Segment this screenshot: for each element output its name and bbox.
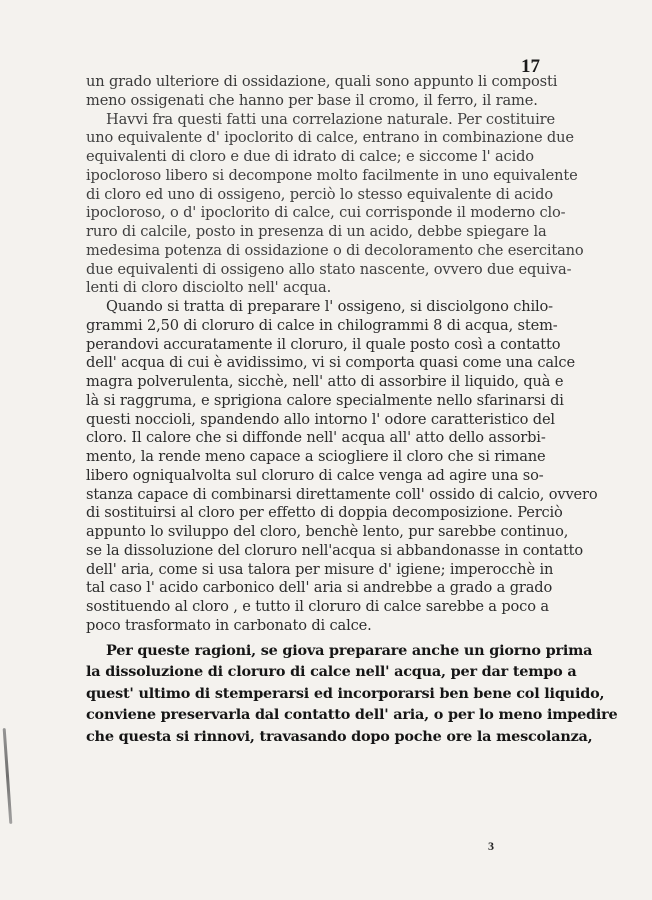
text-line: mento, la rende meno capace a sciogliere il cloro che si rimane (86, 448, 546, 465)
text-line: sostituendo al cloro , e tutto il cloruro di calce sarebbe a poco a (86, 598, 549, 615)
text-line: di sostituirsi al cloro per effetto di doppia decomposizione. Perciò (86, 504, 563, 522)
text-line: due equivalenti di ossigeno allo stato nascente, ovvero due equiva- (86, 260, 572, 278)
text-line: Per queste ragioni, se giova preparare anche un giorno prima (106, 641, 593, 659)
text-line: la dissoluzione di cloruro di calce nell' acqua, per dar tempo a (86, 663, 577, 680)
text-line: lenti di cloro disciolto nell' acqua. (86, 279, 332, 297)
text-line: là si raggruma, e sprigiona calore specialmente nello sfarinarsi di (86, 391, 564, 409)
text-line: dell' acqua di cui è avidissimo, vi si comporta quasi come una calce (86, 354, 575, 372)
page-number: 17 (521, 56, 540, 77)
text-line: questi noccioli, spandendo allo intorno l' odore caratteristico del (86, 410, 555, 428)
text-line: cloro. Il calore che si diffonde nell' acqua all' atto dello assorbi- (86, 429, 546, 447)
text-line: magra polverulenta, sicchè, nell' atto di assorbire il liquido, quà e (86, 373, 564, 390)
text-line: tal caso l' acido carbonico dell' aria si andrebbe a grado a grado (86, 579, 553, 597)
text-line: ruro di calcile, posto in presenza di un acido, debbe spiegare la (86, 223, 547, 240)
body-text (86, 73, 618, 747)
text-line: conviene preservarla dal contatto dell' aria, o per lo meno impedire (86, 706, 618, 723)
text-line: di cloro ed uno di ossigeno, perciò lo stesso equivalente di acido (86, 185, 553, 203)
text-line: Quando si tratta di preparare l' ossigeno, si disciolgono chilo- (106, 298, 553, 315)
text-line: poco trasformato in carbonato di calce. (86, 616, 372, 634)
text-line: grammi 2,50 di cloruro di calce in chilogrammi 8 di acqua, stem- (86, 316, 558, 334)
text-line: medesima potenza di ossidazione o di decoloramento che esercitano (86, 241, 584, 259)
signature-mark: 3 (488, 839, 494, 853)
paragraph-4 (86, 640, 618, 748)
text-line: ipocloroso libero si decompone molto facilmente in uno equivalente (86, 166, 578, 184)
text-line: dell' aria, come si usa talora per misure d' igiene; imperocchè in (86, 560, 554, 578)
text-line: che questa si rinnovi, travasando dopo poche ore la mescolanza, (86, 727, 593, 745)
text-line: quest' ultimo di stemperarsi ed incorporarsi ben bene col liquido, (86, 684, 605, 702)
paragraph-1 (86, 73, 558, 111)
text-line: libero ogniqualvolta sul cloruro di calce venga ad agire una so- (86, 466, 544, 484)
paragraph-3 (86, 298, 598, 636)
text-line: un grado ulteriore di ossidazione, quali sono appunto li composti (86, 73, 558, 90)
paragraph-2 (86, 110, 584, 299)
margin-pencil-mark (3, 728, 13, 824)
text-line: perandovi accuratamente il cloruro, il quale posto così a contatto (86, 335, 561, 353)
text-line: se la dissoluzione del cloruro nell'acqua si abbandonasse in contatto (86, 541, 584, 559)
text-line: equivalenti di cloro e due di idrato di calce; e siccome l' acido (86, 148, 534, 165)
text-line: appunto lo sviluppo del cloro, benchè lento, pur sarebbe continuo, (86, 523, 569, 540)
text-line: uno equivalente d' ipoclorito di calce, entrano in combinazione due (86, 129, 574, 147)
text-line: ipocloroso, o d' ipoclorito di calce, cui corrisponde il moderno clo- (86, 204, 566, 222)
text-line: meno ossigenati che hanno per base il cromo, il ferro, il rame. (86, 91, 538, 109)
text-line: Havvi fra questi fatti una correlazione naturale. Per costituire (106, 110, 555, 128)
text-line: stanza capace di combinarsi direttamente coll' ossido di calcio, ovvero (86, 485, 598, 503)
